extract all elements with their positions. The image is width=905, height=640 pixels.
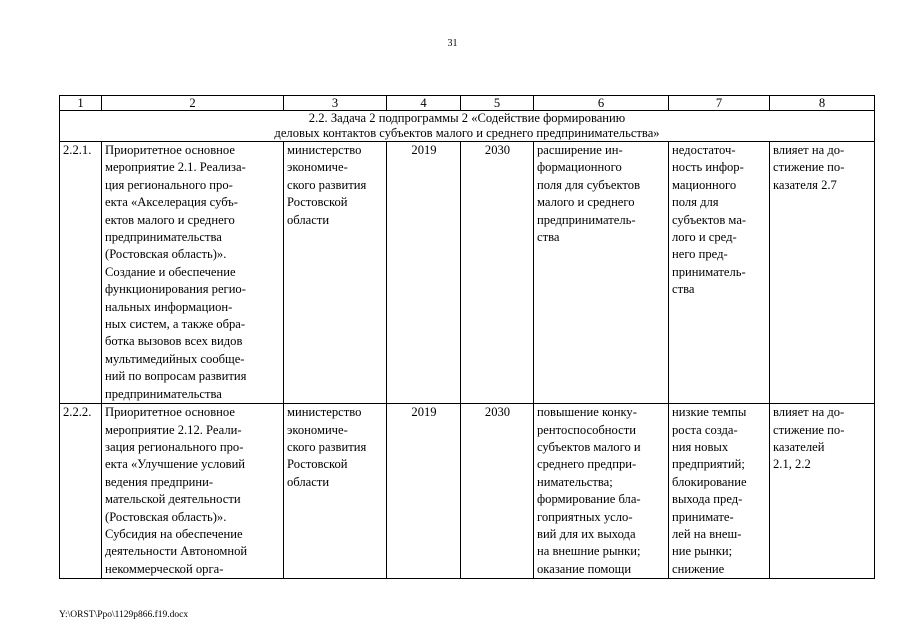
column-header: 4 (387, 96, 461, 111)
footer-file-path: Y:\ORST\Ppo\1129p866.f19.docx (59, 610, 189, 620)
table-row (60, 404, 875, 579)
executor: министерство экономиче- ского развития Ростовской области (284, 142, 387, 404)
row-number: 2.2.1. (60, 142, 102, 404)
column-header: 8 (770, 96, 875, 111)
program-table (59, 95, 875, 579)
column-header: 6 (534, 96, 669, 111)
measure-name: Приоритетное основное мероприятие 2.12. Реали- зация регионального про- екта «Улучшение условий ведения предприни- мательской деятельности (Ростовская область)». Субсидия на обеспечение деятельности Автономной некоммерческой орга- (102, 404, 284, 579)
indicator-link: влияет на до- стижение по- казателей 2.1, 2.2 (770, 404, 875, 579)
indicator-link: влияет на до- стижение по- казателя 2.7 (770, 142, 875, 404)
end-year: 2030 (461, 142, 534, 404)
non-implementation-consequences: низкие темпы роста созда- ния новых предприятий; блокирование выхода пред- принимате- лей на внеш- ние рынки; снижение (669, 404, 770, 579)
expected-result: повышение конку- рентоспособности субъектов малого и среднего предпри- нимательства; формирование бла- гоприятных усло- вий для их выхода на внешние рынки; оказание помощи (534, 404, 669, 579)
non-implementation-consequences: недостаточ- ность инфор- мационного поля для субъектов ма- лого и сред- него пред- приниматель- ства (669, 142, 770, 404)
expected-result: расширение ин- формационного поля для субъектов малого и среднего предприниматель- ства (534, 142, 669, 404)
executor: министерство экономиче- ского развития Ростовской области (284, 404, 387, 579)
start-year: 2019 (387, 404, 461, 579)
start-year: 2019 (387, 142, 461, 404)
row-number: 2.2.2. (60, 404, 102, 579)
column-header: 7 (669, 96, 770, 111)
column-header: 1 (60, 96, 102, 111)
column-header: 2 (102, 96, 284, 111)
page-number: 31 (447, 38, 458, 49)
section-heading: 2.2. Задача 2 подпрограммы 2 «Содействие формированию деловых контактов субъектов малого и среднего предпринимательства» (60, 111, 875, 142)
column-header: 5 (461, 96, 534, 111)
table-header-row (60, 96, 875, 111)
section-heading-row (60, 111, 875, 142)
table-row (60, 142, 875, 404)
measure-name: Приоритетное основное мероприятие 2.1. Реализа- ция регионального про- екта «Акселерация субъ- ектов малого и среднего предпринимательства (Ростовская область)». Создание и обеспечение функционирования регио- нальных информацион- ных систем, а также обра- ботка вызовов всех видов мультимедийных сообще- ний по вопросам развития предпринимательства (102, 142, 284, 404)
end-year: 2030 (461, 404, 534, 579)
column-header: 3 (284, 96, 387, 111)
